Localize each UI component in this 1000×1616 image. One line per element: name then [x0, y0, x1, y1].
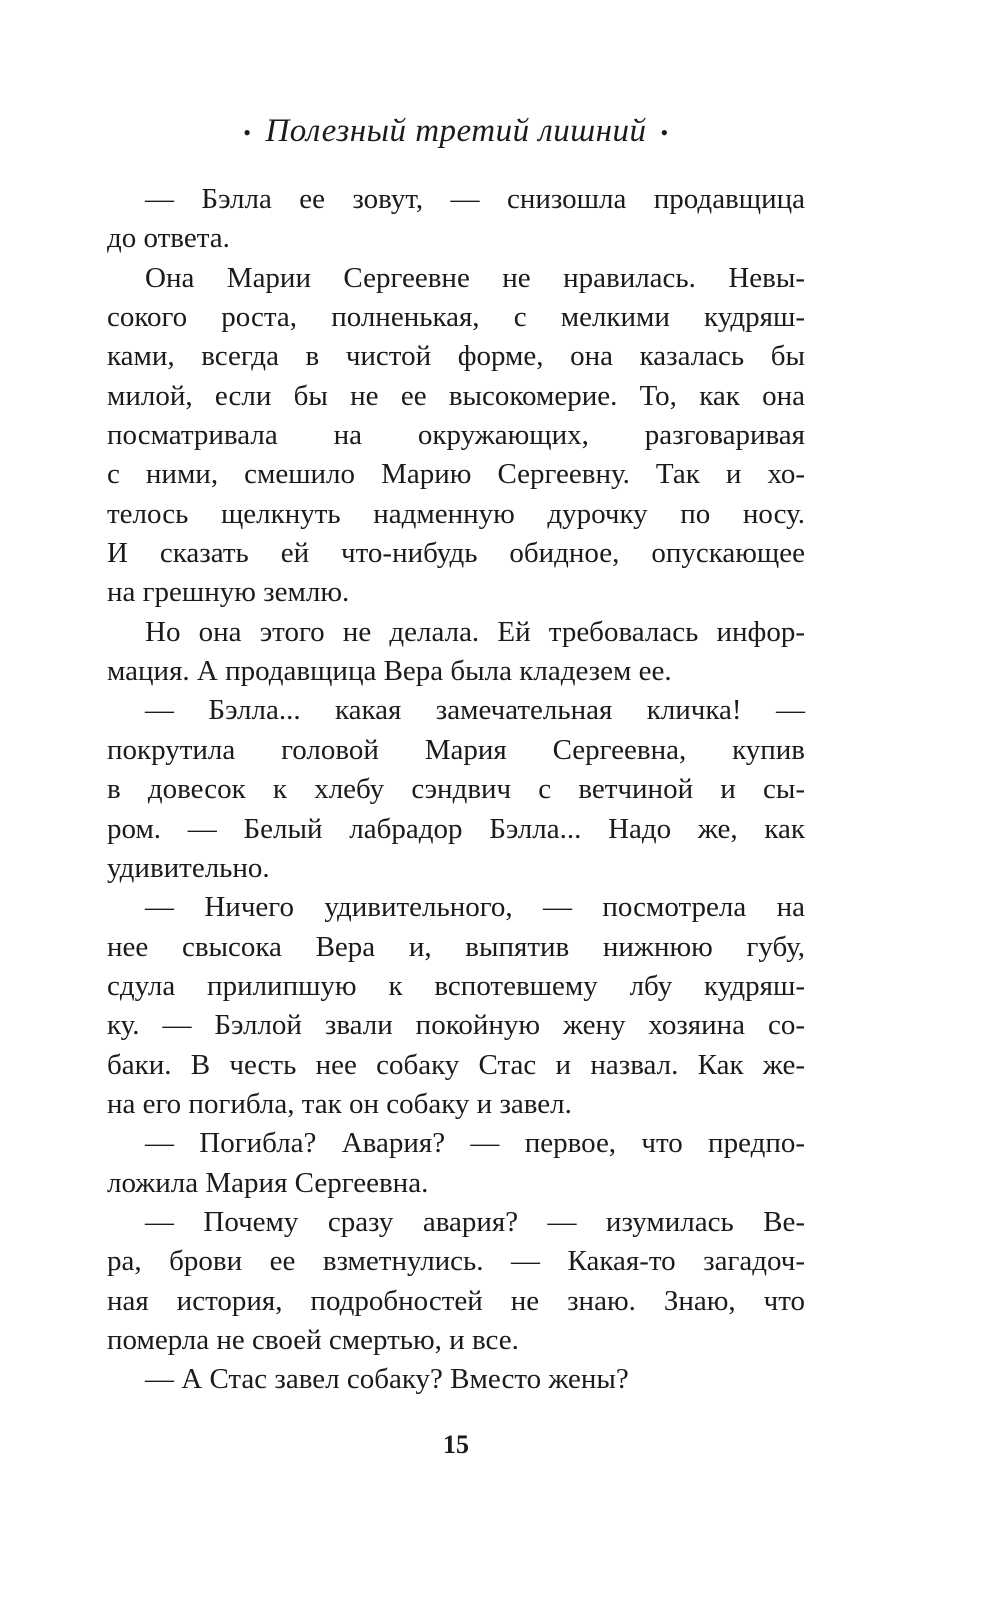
- paragraph: [107, 259, 805, 613]
- text-line: — А Стас завел собаку? Вместо жены?: [145, 1363, 629, 1396]
- text-line: баки. В честь нее собаку Стас и назвал. Как же-: [107, 1048, 805, 1081]
- running-head: [107, 108, 805, 154]
- paragraph: [107, 180, 805, 259]
- page-number: 15: [443, 1430, 469, 1459]
- paragraph: [107, 1124, 805, 1203]
- text-line: — Погибла? Авария? — первое, что предпо-: [145, 1127, 805, 1160]
- text-line: ложила Мария Сергеевна.: [107, 1166, 429, 1199]
- bullet-left: •: [243, 120, 252, 146]
- text-line: милой, если бы не ее высокомерие. То, как она: [107, 379, 805, 412]
- paragraph: [107, 613, 805, 692]
- text-line: телось щелкнуть надменную дурочку по носу.: [107, 497, 805, 530]
- text-line: Она Марии Сергеевне не нравилась. Невы-: [145, 261, 805, 294]
- text-line: ра, брови ее взметнулись. — Какая-то загадоч-: [107, 1245, 805, 1278]
- text-line: покрутила головой Мария Сергеевна, купив: [107, 733, 805, 766]
- text-line: — Почему сразу авария? — изумилась Ве-: [145, 1205, 805, 1238]
- body-text: [107, 180, 805, 1400]
- text-line: посматривала на окружающих, разговаривая: [107, 419, 805, 452]
- text-line: нее свысока Вера и, выпятив нижнюю губу,: [107, 930, 805, 963]
- text-line: удивительно.: [107, 851, 270, 884]
- running-head-title: Полезный третий лишний: [265, 113, 647, 149]
- text-line: — Бэлла... какая замечательная кличка! —: [145, 694, 805, 727]
- text-line: на его погибла, так он собаку и завел.: [107, 1087, 572, 1120]
- text-line: ром. — Белый лабрадор Бэлла... Надо же, как: [107, 812, 805, 845]
- text-line: Но она этого не делала. Ей требовалась инфор-: [145, 615, 805, 648]
- text-line: ку. — Бэллой звали покойную жену хозяина со-: [107, 1009, 805, 1042]
- text-line: померла не своей смертью, и все.: [107, 1323, 519, 1356]
- text-line: в довесок к хлебу сэндвич с ветчиной и сы-: [107, 773, 805, 806]
- text-line: И сказать ей что-нибудь обидное, опускающее: [107, 537, 805, 570]
- text-line: мация. А продавщица Вера была кладезем ее.: [107, 655, 672, 688]
- paragraph: [107, 1360, 805, 1399]
- paragraph: [107, 691, 805, 888]
- text-line: ками, всегда в чистой форме, она казалась бы: [107, 340, 805, 373]
- bullet-right: •: [660, 120, 669, 146]
- text-line: — Бэлла ее зовут, — снизошла продавщица: [145, 183, 805, 215]
- text-line: ная история, подробностей не знаю. Знаю, что: [107, 1284, 805, 1317]
- text-line: сдула прилипшую к вспотевшему лбу кудряш-: [107, 969, 805, 1002]
- paragraph: [107, 1203, 805, 1360]
- text-line: с ними, смешило Марию Сергеевну. Так и хо-: [107, 458, 805, 491]
- text-line: сокого роста, полненькая, с мелкими кудряш-: [107, 301, 805, 334]
- text-line: на грешную землю.: [107, 576, 350, 609]
- paragraph: [107, 888, 805, 1124]
- text-line: — Ничего удивительного, — посмотрела на: [145, 891, 805, 924]
- text-line: до ответа.: [107, 222, 230, 255]
